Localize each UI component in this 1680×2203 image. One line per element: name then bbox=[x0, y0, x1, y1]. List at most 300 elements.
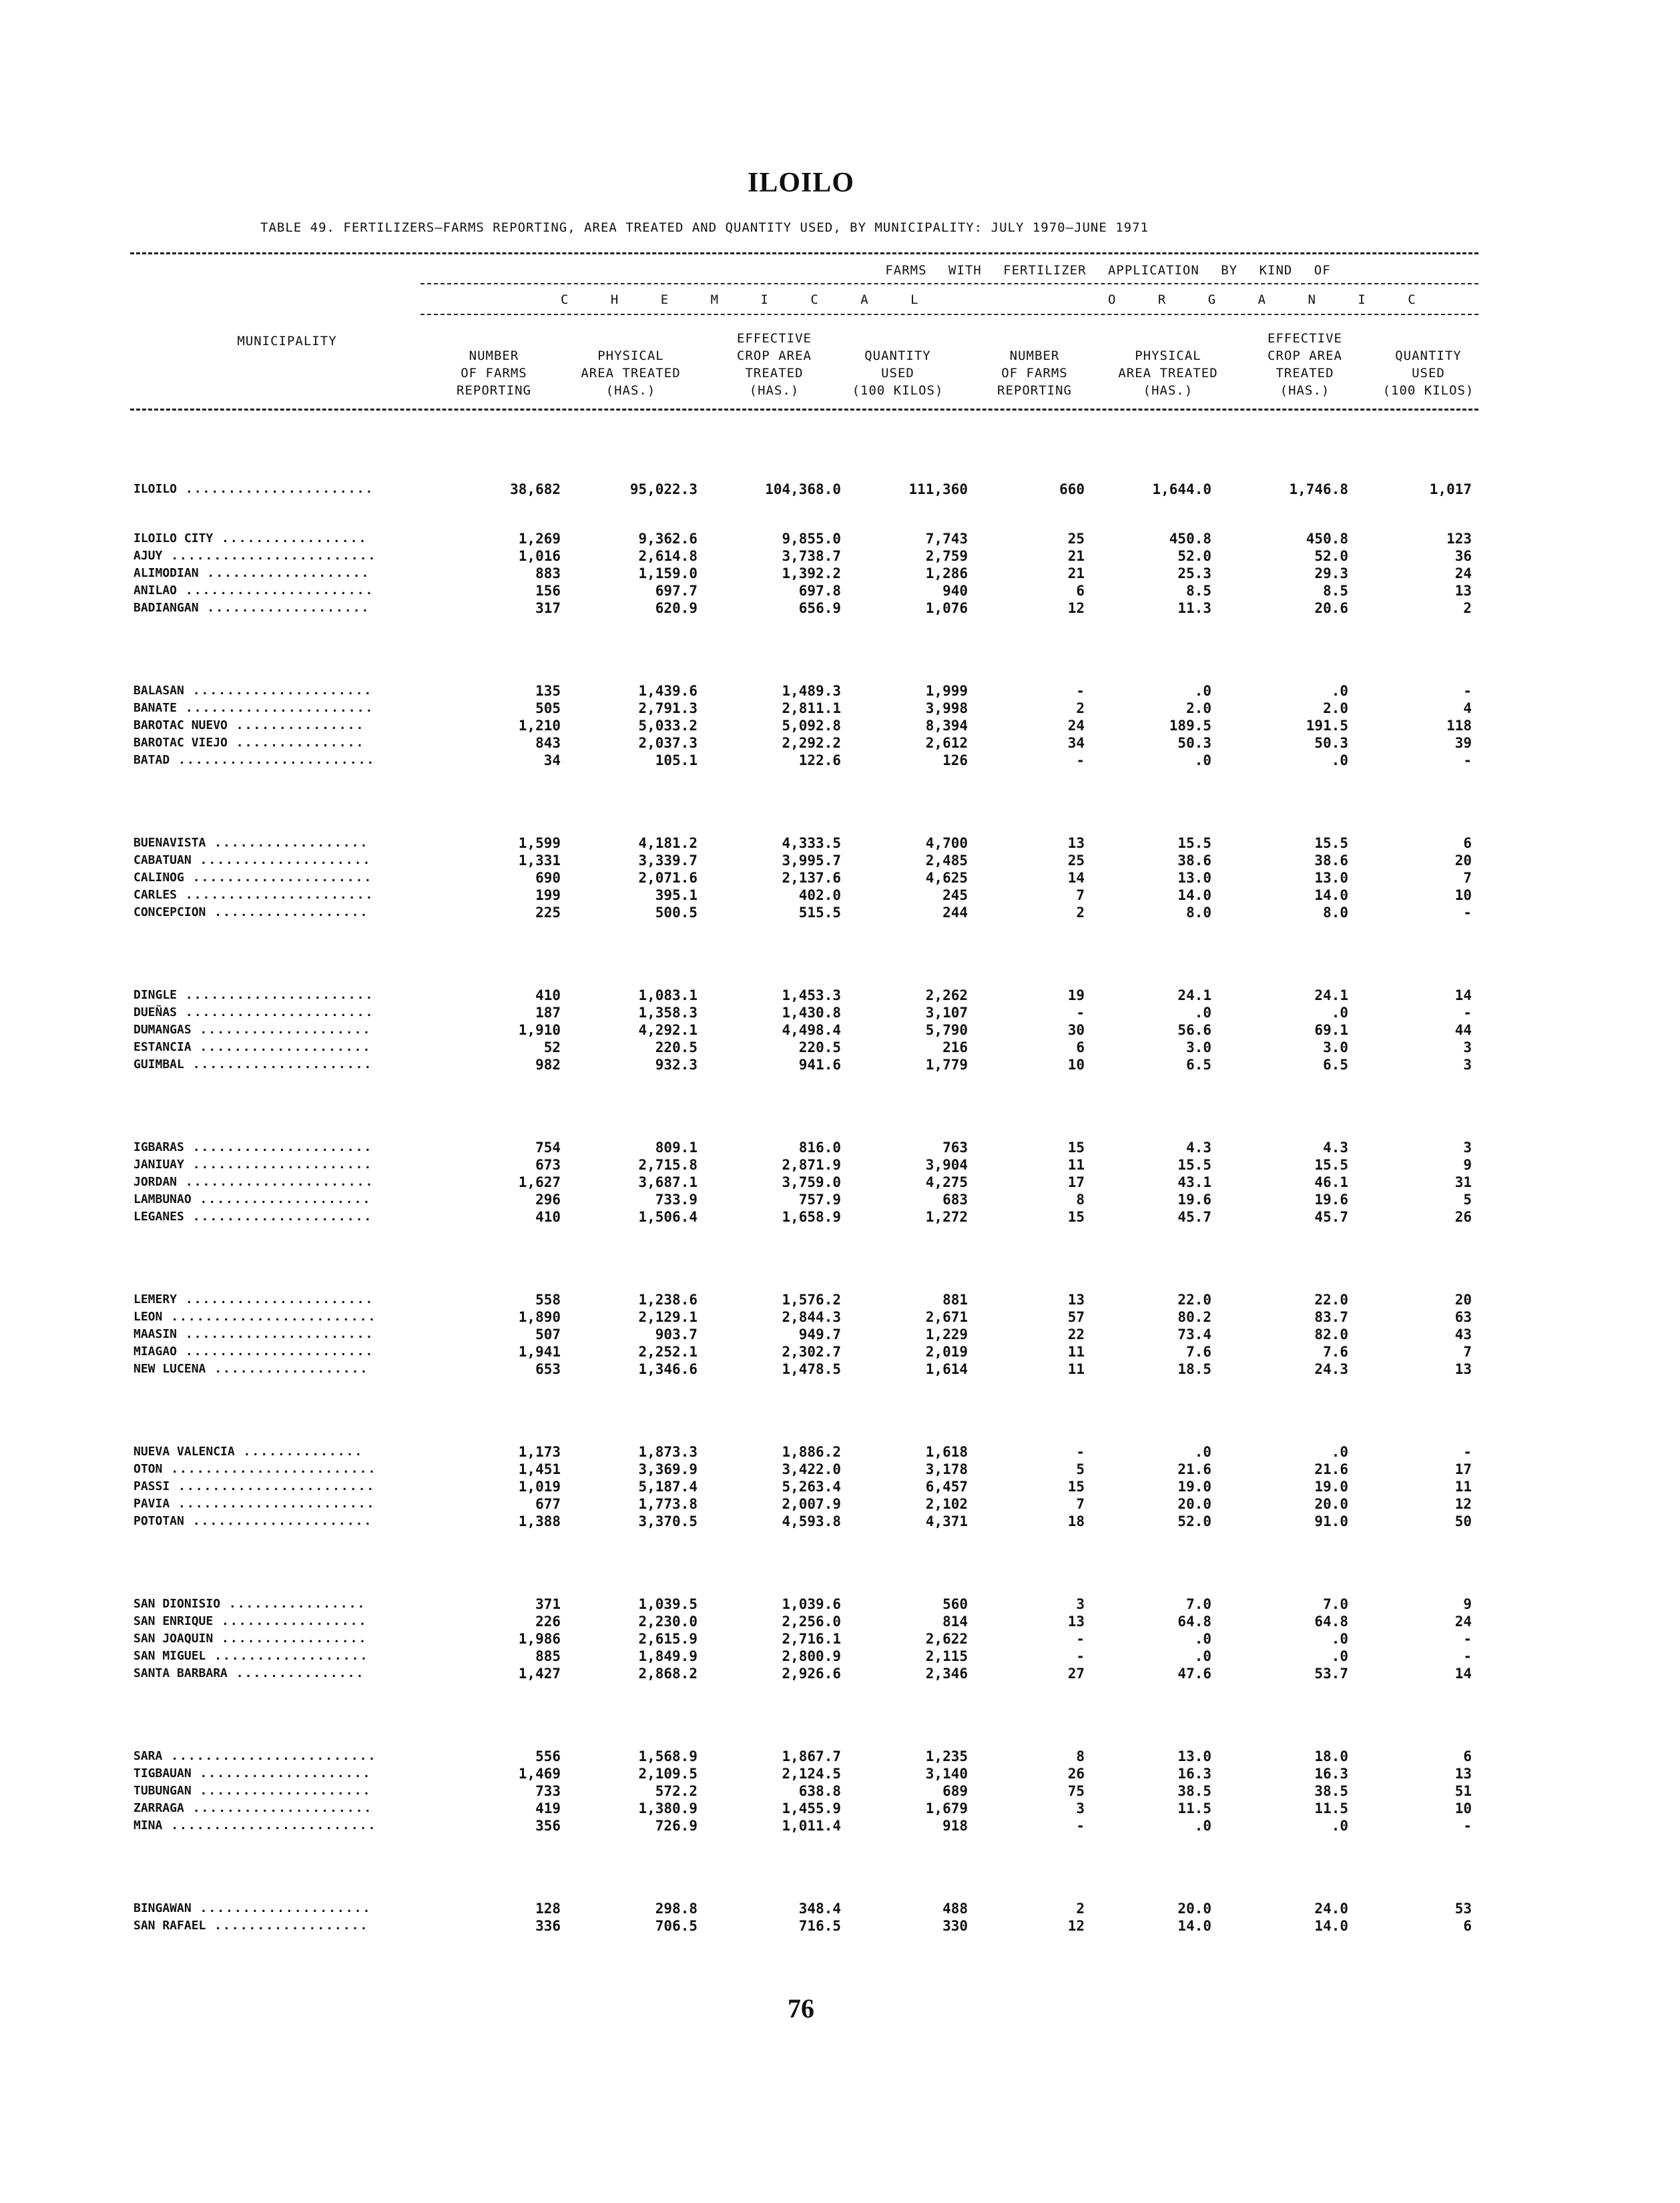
table-cell: 118 bbox=[1446, 718, 1472, 734]
column-header: PHYSICAL AREA TREATED (HAS.) bbox=[1118, 348, 1218, 398]
municipality-name: ZARRAGA ..................... bbox=[133, 1801, 373, 1815]
table-row bbox=[133, 1174, 1472, 1191]
table-cell: 47.6 bbox=[1177, 1666, 1211, 1682]
municipality-name: SAN MIGUEL .................. bbox=[133, 1649, 369, 1663]
table-row bbox=[133, 1817, 1472, 1834]
municipality-name: ILOILO CITY ................. bbox=[133, 531, 368, 545]
municipality-name: MIAGAO ...................... bbox=[133, 1344, 374, 1359]
table-row bbox=[133, 682, 1472, 700]
municipality-name: ILOILO ...................... bbox=[133, 482, 374, 496]
table-cell: 1,210 bbox=[518, 718, 561, 734]
table-cell: 14.0 bbox=[1177, 1918, 1211, 1934]
table-caption: TABLE 49. FERTILIZERS—FARMS REPORTING, AREA TREATED AND QUANTITY USED, BY MUNICIPALITY: JULY 1970—JUNE 1971 bbox=[260, 220, 1149, 235]
table-cell: - bbox=[1463, 1005, 1472, 1021]
table-cell: 505 bbox=[535, 700, 561, 716]
organic-header: O R G A N I C bbox=[1108, 292, 1433, 307]
table-cell: 122.6 bbox=[798, 752, 841, 768]
table-cell: 22.0 bbox=[1177, 1292, 1211, 1308]
table-cell: 9 bbox=[1463, 1596, 1472, 1612]
table-cell: .0 bbox=[1194, 1444, 1211, 1460]
table-cell: 50.3 bbox=[1314, 735, 1348, 751]
table-cell: 25 bbox=[1067, 531, 1085, 547]
table-cell: 24.3 bbox=[1314, 1361, 1348, 1377]
table-cell: .0 bbox=[1194, 1631, 1211, 1647]
group-rule bbox=[421, 283, 1478, 284]
table-cell: 12 bbox=[1067, 1918, 1085, 1934]
table-cell: 1,469 bbox=[518, 1766, 561, 1782]
table-row bbox=[133, 834, 1472, 852]
table-body bbox=[133, 481, 1472, 1935]
municipality-name: GUIMBAL ..................... bbox=[133, 1057, 373, 1071]
table-cell: 21.6 bbox=[1314, 1461, 1348, 1477]
table-cell: 9,855.0 bbox=[782, 531, 841, 547]
municipality-name: SARA ........................ bbox=[133, 1749, 377, 1763]
table-cell: 26 bbox=[1454, 1209, 1472, 1225]
table-cell: 95,022.3 bbox=[629, 481, 697, 497]
table-cell: 63 bbox=[1454, 1309, 1472, 1325]
table-cell: 1,011.4 bbox=[782, 1818, 841, 1834]
table-cell: 706.5 bbox=[655, 1918, 697, 1934]
table-row bbox=[133, 1917, 1472, 1935]
table-cell: 336 bbox=[535, 1918, 561, 1934]
table-row bbox=[133, 1139, 1472, 1156]
municipality-name: IGBARAS ..................... bbox=[133, 1140, 373, 1154]
table-cell: 11 bbox=[1454, 1479, 1472, 1495]
table-cell: 14 bbox=[1454, 987, 1472, 1003]
municipality-name: CALINOG ..................... bbox=[133, 871, 373, 885]
table-cell: 3,370.5 bbox=[638, 1513, 697, 1529]
table-cell: .0 bbox=[1331, 1005, 1348, 1021]
table-cell: 881 bbox=[942, 1292, 968, 1308]
table-row bbox=[133, 1291, 1472, 1308]
table-row bbox=[133, 1191, 1472, 1208]
table-cell: .0 bbox=[1331, 1648, 1348, 1664]
table-cell: 883 bbox=[535, 565, 561, 581]
table-cell: 64.8 bbox=[1314, 1614, 1348, 1630]
table-cell: .0 bbox=[1331, 1818, 1348, 1834]
municipality-name: BINGAWAN .................... bbox=[133, 1901, 372, 1915]
table-row bbox=[133, 1443, 1472, 1461]
spacer-row bbox=[133, 1226, 1472, 1291]
table-cell: 8 bbox=[1076, 1192, 1085, 1208]
table-cell: 9 bbox=[1463, 1157, 1472, 1173]
page-number: 76 bbox=[788, 1993, 814, 2023]
table-cell: 2,019 bbox=[925, 1344, 968, 1360]
table-cell: 34 bbox=[1067, 735, 1085, 751]
table-cell: 14 bbox=[1454, 1666, 1472, 1682]
table-cell: 1,679 bbox=[925, 1800, 968, 1816]
table-row bbox=[133, 717, 1472, 734]
table-cell: 1,076 bbox=[925, 600, 968, 616]
municipality-name: BALASAN ..................... bbox=[133, 684, 373, 698]
table-row bbox=[133, 1021, 1472, 1039]
table-cell: 3,422.0 bbox=[782, 1461, 841, 1477]
table-row bbox=[133, 869, 1472, 887]
table-cell: 1,886.2 bbox=[782, 1444, 841, 1460]
table-cell: 1,380.9 bbox=[638, 1800, 697, 1816]
table-row bbox=[133, 547, 1472, 565]
table-cell: 7.6 bbox=[1186, 1344, 1211, 1360]
table-cell: 450.8 bbox=[1306, 531, 1348, 547]
table-cell: 1,618 bbox=[925, 1444, 968, 1460]
table-cell: 43.1 bbox=[1177, 1174, 1211, 1190]
table-row bbox=[133, 734, 1472, 752]
municipality-name: MAASIN ...................... bbox=[133, 1327, 374, 1341]
table-cell: 3,369.9 bbox=[638, 1461, 697, 1477]
table-cell: 7.6 bbox=[1323, 1344, 1348, 1360]
table-cell: 8.0 bbox=[1323, 905, 1348, 921]
municipality-name: CARLES ...................... bbox=[133, 888, 374, 902]
table-cell: 15.5 bbox=[1314, 835, 1348, 851]
table-cell: 1,453.3 bbox=[782, 987, 841, 1003]
table-cell: 11 bbox=[1067, 1157, 1085, 1173]
municipality-name: LEON ........................ bbox=[133, 1310, 377, 1324]
table-cell: 2,614.8 bbox=[638, 548, 697, 564]
table-cell: 1,238.6 bbox=[638, 1292, 697, 1308]
table-cell: 34 bbox=[543, 752, 561, 768]
table-cell: 13.0 bbox=[1177, 1748, 1211, 1764]
table-cell: - bbox=[1076, 1818, 1085, 1834]
table-cell: 17 bbox=[1454, 1461, 1472, 1477]
table-cell: 56.6 bbox=[1177, 1022, 1211, 1038]
municipality-name: JANIUAY ..................... bbox=[133, 1158, 373, 1172]
table-cell: 13.0 bbox=[1177, 870, 1211, 886]
table-row bbox=[133, 1513, 1472, 1530]
column-header: PHYSICAL AREA TREATED (HAS.) bbox=[581, 348, 681, 398]
table-row bbox=[133, 852, 1472, 869]
table-cell: 220.5 bbox=[655, 1039, 697, 1055]
table-row bbox=[133, 700, 1472, 717]
table-cell: - bbox=[1463, 752, 1472, 768]
table-cell: 2,671 bbox=[925, 1309, 968, 1325]
table-cell: 8.5 bbox=[1323, 583, 1348, 599]
table-cell: 18.5 bbox=[1177, 1361, 1211, 1377]
total-row bbox=[133, 481, 1472, 498]
municipality-name: TUBUNGAN .................... bbox=[133, 1784, 372, 1798]
table-cell: 757.9 bbox=[798, 1192, 841, 1208]
table-cell: 3,998 bbox=[925, 700, 968, 716]
table-cell: 2 bbox=[1076, 700, 1085, 716]
table-cell: - bbox=[1463, 683, 1472, 699]
table-cell: 46.1 bbox=[1314, 1174, 1348, 1190]
table-cell: 2 bbox=[1463, 600, 1472, 616]
table-cell: 410 bbox=[535, 987, 561, 1003]
municipality-name: OTON ........................ bbox=[133, 1462, 377, 1476]
table-cell: 2,844.3 bbox=[782, 1309, 841, 1325]
table-cell: 1,849.9 bbox=[638, 1648, 697, 1664]
municipality-name: BAROTAC VIEJO ............... bbox=[133, 736, 365, 750]
table-cell: .0 bbox=[1194, 1648, 1211, 1664]
table-cell: 13 bbox=[1454, 1361, 1472, 1377]
table-row bbox=[133, 1630, 1472, 1648]
table-cell: - bbox=[1076, 1444, 1085, 1460]
table-cell: 3 bbox=[1076, 1800, 1085, 1816]
table-cell: 697.8 bbox=[798, 583, 841, 599]
table-cell: 10 bbox=[1454, 1800, 1472, 1816]
table-cell: 15.5 bbox=[1177, 835, 1211, 851]
table-cell: 2,800.9 bbox=[782, 1648, 841, 1664]
table-cell: 15 bbox=[1067, 1140, 1085, 1156]
municipality-name: ALIMODIAN ................... bbox=[133, 566, 370, 580]
table-cell: 697.7 bbox=[655, 583, 697, 599]
table-row bbox=[133, 1361, 1472, 1378]
table-cell: 52 bbox=[543, 1039, 561, 1055]
table-cell: 83.7 bbox=[1314, 1309, 1348, 1325]
table-row bbox=[133, 1308, 1472, 1326]
table-row bbox=[133, 1056, 1472, 1073]
table-cell: 7 bbox=[1076, 1496, 1085, 1512]
table-cell: 1,346.6 bbox=[638, 1361, 697, 1377]
table-cell: .0 bbox=[1194, 1818, 1211, 1834]
table-cell: 38.6 bbox=[1314, 852, 1348, 869]
table-cell: 1,331 bbox=[518, 852, 561, 869]
municipality-name: ESTANCIA .................... bbox=[133, 1040, 372, 1054]
table-cell: 2,124.5 bbox=[782, 1766, 841, 1782]
table-cell: 11 bbox=[1067, 1344, 1085, 1360]
table-row bbox=[133, 1596, 1472, 1613]
table-row bbox=[133, 1782, 1472, 1800]
table-row bbox=[133, 1765, 1472, 1782]
municipality-name: TIGBAUAN .................... bbox=[133, 1766, 372, 1780]
table-cell: 2,262 bbox=[925, 987, 968, 1003]
table-cell: 50.3 bbox=[1177, 735, 1211, 751]
table-cell: 3 bbox=[1463, 1039, 1472, 1055]
table-row bbox=[133, 1495, 1472, 1513]
table-cell: 1,489.3 bbox=[782, 683, 841, 699]
table-cell: 15 bbox=[1067, 1209, 1085, 1225]
table-cell: 21 bbox=[1067, 548, 1085, 564]
table-cell: 7 bbox=[1076, 887, 1085, 903]
table-cell: 13 bbox=[1454, 1766, 1472, 1782]
municipality-name: LAMBUNAO .................... bbox=[133, 1192, 372, 1206]
table-cell: 1,272 bbox=[925, 1209, 968, 1225]
table-cell: 656.9 bbox=[798, 600, 841, 616]
table-cell: 1,576.2 bbox=[782, 1292, 841, 1308]
table-cell: 2,715.8 bbox=[638, 1157, 697, 1173]
table-cell: 38.5 bbox=[1177, 1783, 1211, 1799]
table-cell: 25 bbox=[1067, 852, 1085, 869]
table-cell: 8.5 bbox=[1186, 583, 1211, 599]
table-cell: 3.0 bbox=[1186, 1039, 1211, 1055]
table-cell: 4,181.2 bbox=[638, 835, 697, 851]
municipality-name: DINGLE ...................... bbox=[133, 988, 374, 1002]
table-cell: 4,371 bbox=[925, 1513, 968, 1529]
table-cell: 20 bbox=[1454, 852, 1472, 869]
table-cell: 39 bbox=[1454, 735, 1472, 751]
table-cell: 2,926.6 bbox=[782, 1666, 841, 1682]
table-cell: 10 bbox=[1067, 1057, 1085, 1073]
table-cell: 64.8 bbox=[1177, 1614, 1211, 1630]
table-cell: 754 bbox=[535, 1140, 561, 1156]
table-cell: 689 bbox=[942, 1783, 968, 1799]
table-cell: 8,394 bbox=[925, 718, 968, 734]
table-cell: 4,292.1 bbox=[638, 1022, 697, 1038]
table-cell: 38.5 bbox=[1314, 1783, 1348, 1799]
table-cell: 19.0 bbox=[1314, 1479, 1348, 1495]
table-cell: .0 bbox=[1331, 1631, 1348, 1647]
table-cell: 199 bbox=[535, 887, 561, 903]
table-cell: - bbox=[1076, 752, 1085, 768]
municipality-name: LEGANES ..................... bbox=[133, 1210, 373, 1224]
table-cell: - bbox=[1463, 1444, 1472, 1460]
table-cell: 2,622 bbox=[925, 1631, 968, 1647]
table-cell: 17 bbox=[1067, 1174, 1085, 1190]
table-cell: 690 bbox=[535, 870, 561, 886]
table-cell: 726.9 bbox=[655, 1818, 697, 1834]
table-cell: 1,451 bbox=[518, 1461, 561, 1477]
table-cell: 1,083.1 bbox=[638, 987, 697, 1003]
table-cell: 2 bbox=[1076, 905, 1085, 921]
table-cell: - bbox=[1463, 1631, 1472, 1647]
table-cell: 8.0 bbox=[1186, 905, 1211, 921]
table-cell: 683 bbox=[942, 1192, 968, 1208]
table-cell: 24.1 bbox=[1177, 987, 1211, 1003]
table-cell: 5,263.4 bbox=[782, 1479, 841, 1495]
table-cell: 21 bbox=[1067, 565, 1085, 581]
table-cell: 6.5 bbox=[1186, 1057, 1211, 1073]
table-cell: 1,614 bbox=[925, 1361, 968, 1377]
table-cell: 52.0 bbox=[1177, 1513, 1211, 1529]
table-cell: 1,439.6 bbox=[638, 683, 697, 699]
table-cell: 14 bbox=[1067, 870, 1085, 886]
table-cell: 21.6 bbox=[1177, 1461, 1211, 1477]
municipality-name: BANATE ...................... bbox=[133, 701, 374, 715]
table-cell: 814 bbox=[942, 1614, 968, 1630]
municipality-name: SAN ENRIQUE ................. bbox=[133, 1614, 368, 1628]
table-cell: 13 bbox=[1067, 835, 1085, 851]
table-cell: 2,230.0 bbox=[638, 1614, 697, 1630]
table-cell: 57 bbox=[1067, 1309, 1085, 1325]
table-cell: 52.0 bbox=[1177, 548, 1211, 564]
table-cell: - bbox=[1076, 1631, 1085, 1647]
table-cell: 371 bbox=[535, 1596, 561, 1612]
table-cell: 15.5 bbox=[1314, 1157, 1348, 1173]
table-cell: 402.0 bbox=[798, 887, 841, 903]
table-cell: 13 bbox=[1067, 1292, 1085, 1308]
table-cell: 24 bbox=[1067, 718, 1085, 734]
table-row bbox=[133, 1648, 1472, 1665]
table-cell: 1,658.9 bbox=[782, 1209, 841, 1225]
table-cell: 22 bbox=[1067, 1326, 1085, 1342]
municipality-name: SAN RAFAEL .................. bbox=[133, 1919, 369, 1933]
municipality-name: MINA ........................ bbox=[133, 1818, 377, 1832]
table-cell: 105.1 bbox=[655, 752, 697, 768]
table-cell: 126 bbox=[942, 752, 968, 768]
table-cell: 2,037.3 bbox=[638, 735, 697, 751]
table-cell: 16.3 bbox=[1314, 1766, 1348, 1782]
table-cell: 918 bbox=[942, 1818, 968, 1834]
table-cell: 19.6 bbox=[1314, 1192, 1348, 1208]
table-cell: 733.9 bbox=[655, 1192, 697, 1208]
table-cell: 419 bbox=[535, 1800, 561, 1816]
municipality-name: LEMERY ...................... bbox=[133, 1292, 374, 1306]
column-header: QUANTITY USED (100 KILOS) bbox=[852, 348, 944, 398]
table-cell: 4,498.4 bbox=[782, 1022, 841, 1038]
table-cell: - bbox=[1463, 905, 1472, 921]
municipality-name: CABATUAN .................... bbox=[133, 853, 372, 867]
table-cell: 3 bbox=[1463, 1057, 1472, 1073]
table-cell: 673 bbox=[535, 1157, 561, 1173]
table-cell: 24.1 bbox=[1314, 987, 1348, 1003]
municipality-name: BATAD ....................... bbox=[133, 753, 376, 767]
table-cell: 1,286 bbox=[925, 565, 968, 581]
table-cell: 73.4 bbox=[1177, 1326, 1211, 1342]
top-rule bbox=[130, 252, 1478, 254]
table-cell: 560 bbox=[942, 1596, 968, 1612]
table-cell: 2,615.9 bbox=[638, 1631, 697, 1647]
spacer-row bbox=[133, 1834, 1472, 1900]
table-cell: 1,890 bbox=[518, 1309, 561, 1325]
table-cell: 191.5 bbox=[1306, 718, 1348, 734]
municipality-name: BADIANGAN ................... bbox=[133, 601, 370, 615]
table-cell: 4 bbox=[1463, 700, 1472, 716]
municipality-name: DUEÑAS ...................... bbox=[133, 1005, 374, 1019]
table-cell: 1,269 bbox=[518, 531, 561, 547]
column-header: NUMBER OF FARMS REPORTING bbox=[997, 348, 1072, 398]
table-cell: 45.7 bbox=[1314, 1209, 1348, 1225]
table-cell: 348.4 bbox=[798, 1901, 841, 1917]
table-cell: 43 bbox=[1454, 1326, 1472, 1342]
table-cell: 4,625 bbox=[925, 870, 968, 886]
table-cell: 2,115 bbox=[925, 1648, 968, 1664]
table-cell: 2,137.6 bbox=[782, 870, 841, 886]
table-cell: 7 bbox=[1463, 870, 1472, 886]
table-cell: 572.2 bbox=[655, 1783, 697, 1799]
table-row bbox=[133, 1800, 1472, 1817]
table-cell: 13.0 bbox=[1314, 870, 1348, 886]
table-cell: 763 bbox=[942, 1140, 968, 1156]
table-cell: 12 bbox=[1454, 1496, 1472, 1512]
table-row bbox=[133, 752, 1472, 769]
table-cell: 16.3 bbox=[1177, 1766, 1211, 1782]
table-cell: 29.3 bbox=[1314, 565, 1348, 581]
table-cell: 20.0 bbox=[1314, 1496, 1348, 1512]
municipality-name: JORDAN ...................... bbox=[133, 1175, 374, 1189]
municipality-name: NUEVA VALENCIA .............. bbox=[133, 1445, 364, 1459]
table-cell: 20 bbox=[1454, 1292, 1472, 1308]
table-row bbox=[133, 565, 1472, 582]
table-cell: 7 bbox=[1463, 1344, 1472, 1360]
table-cell: 843 bbox=[535, 735, 561, 751]
table-cell: 1,599 bbox=[518, 835, 561, 851]
table-cell: 52.0 bbox=[1314, 548, 1348, 564]
table-row bbox=[133, 1208, 1472, 1226]
spacer-row bbox=[133, 1682, 1472, 1748]
table-cell: 2.0 bbox=[1323, 700, 1348, 716]
table-cell: 1,039.6 bbox=[782, 1596, 841, 1612]
spacer-row bbox=[133, 1378, 1472, 1443]
municipality-name: ANILAO ...................... bbox=[133, 583, 374, 597]
municipality-name: BAROTAC NUEVO ............... bbox=[133, 718, 365, 732]
column-header: QUANTITY USED (100 KILOS) bbox=[1382, 348, 1474, 398]
table-row bbox=[133, 1665, 1472, 1682]
table-row bbox=[133, 530, 1472, 547]
table-cell: 932.3 bbox=[655, 1057, 697, 1073]
table-cell: 128 bbox=[535, 1901, 561, 1917]
table-cell: 38,682 bbox=[510, 481, 561, 497]
table-cell: 1,506.4 bbox=[638, 1209, 697, 1225]
table-row bbox=[133, 987, 1472, 1004]
table-cell: 940 bbox=[942, 583, 968, 599]
table-cell: 10 bbox=[1454, 887, 1472, 903]
table-cell: 226 bbox=[535, 1614, 561, 1630]
table-cell: 2,811.1 bbox=[782, 700, 841, 716]
spacer-row bbox=[133, 1530, 1472, 1596]
table-cell: - bbox=[1463, 1818, 1472, 1834]
table-cell: 5,033.2 bbox=[638, 718, 697, 734]
table-cell: 20.0 bbox=[1177, 1901, 1211, 1917]
chemical-header: C H E M I C A L bbox=[561, 292, 936, 307]
